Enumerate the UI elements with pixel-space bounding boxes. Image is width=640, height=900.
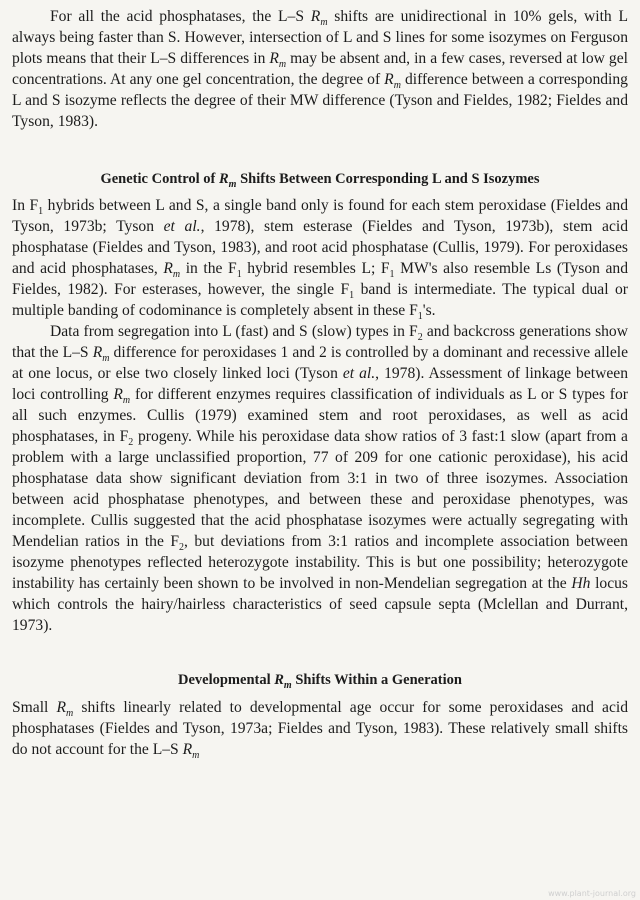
watermark: www.plant-journal.org bbox=[548, 889, 636, 898]
paragraph-4: Small $R_m$ shifts linearly related to developmental age occur for some peroxidases and acid phosphatases (Fieldes and Tyson, 1973a; Fieldes and Tyson, 1983). These relatively small shifts do not account for the L–S $R_m$ bbox=[12, 699, 628, 762]
paragraph-3: Data from segregation into L (fast) and S (slow) types in $F_2$ and backcross generations show that the L–S $R_m$ difference for peroxidases 1 and 2 is controlled by a dominant and recessive allele at one locus, or else two closely linked loci (Tyson et al., 1978). Assessment of linkage between loci controlling $R_m$ for different enzymes requires classification of individuals as L or S types for all such enzymes. Cullis (1979) examined stem and root peroxidases, as well as acid phosphatases, in $F_2$ progeny. While his peroxidase data show ratios of 3 fast:1 slow (apart from a problem with a large unclassified proportion, 77 of 209 for one cationic peroxidase), his acid phosphatase data show significant deviation from 3:1 in two of three isozymes. Association between acid phosphatase phenotypes, and between these and peroxidase phenotypes, was incomplete. Cullis suggested that the acid phosphatase isozymes were actually segregating with Mendelian ratios in the $F_2$, but deviations from 3:1 ratios and incomplete association between isozyme phenotypes reflected heterozygote instability. This is but one possibility; heterozygote instability has certainly been shown to be involved in non-Mendelian segregation at the Hh locus which controls the hairy/hairless characteristics of seed capsule septa (Mclellan and Durrant, 1973). bbox=[12, 323, 628, 634]
paragraph-2: In $F_1$ hybrids between L and S, a single band only is found for each stem peroxidase (Fieldes and Tyson, 1973b; Tyson et al., 1978), stem esterase (Fieldes and Tyson, 1973b), stem acid phosphatase (Fieldes and Tyson, 1983), and root acid phosphatase (Cullis, 1979). For peroxidases and acid phosphatases, $R_m$ in the $F_1$ hybrid resembles L; $F_1$ MW's also resemble Ls (Tyson and Fieldes, 1982). For esterases, however, the single $F_1$ band is intermediate. The typical dual or multiple banding of codominance is completely absent in these $F_1's$. bbox=[12, 197, 629, 323]
section-heading-genetic-control: Genetic Control of $R_m$ Shifts Between Corresponding L and S Isozymes bbox=[100, 171, 540, 190]
section-heading-developmental: Developmental $R_m$ Shifts Within a Generation bbox=[178, 672, 462, 691]
paragraph-1: For all the acid phosphatases, the L–S $R_m$ shifts are unidirectional in 10% gels, with L always being faster than S. However, intersection of L and S lines for some isozymes on Ferguson plots means that their L–S differences in $R_m$ may be absent and, in a few cases, reversed at low gel concentrations. At any one gel concentration, the degree of $R_m$ difference between a corresponding L and S isozyme reflects the degree of their MW difference (Tyson and Fieldes, 1982; Fieldes and Tyson, 1983). bbox=[12, 8, 628, 130]
